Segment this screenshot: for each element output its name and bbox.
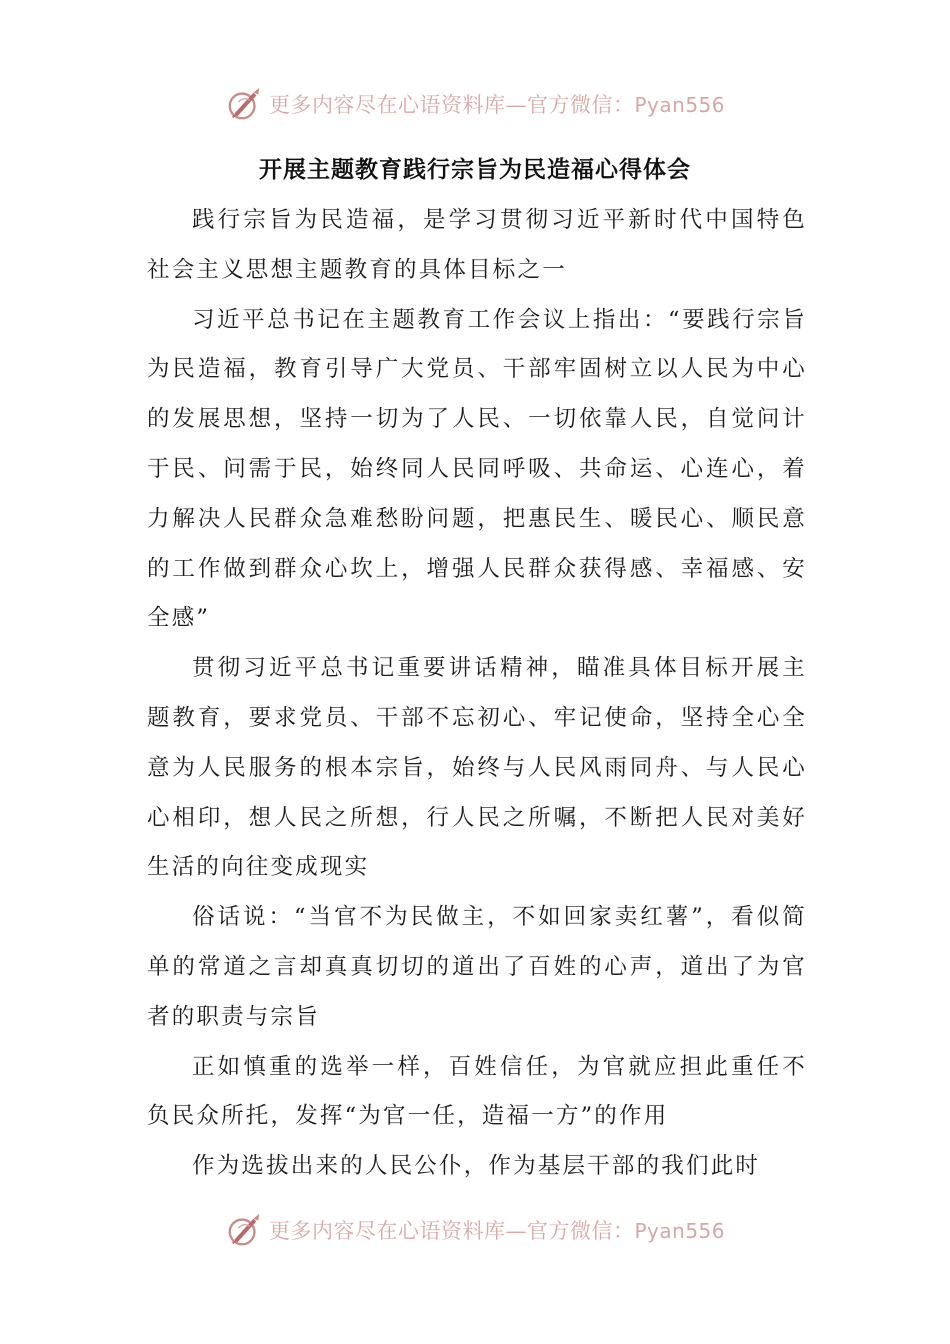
footer-banner [0,1208,950,1252]
header-banner [0,82,950,126]
banner-text: 更多内容尽在心语资料库—官方微信：Pyan556 [268,93,725,117]
banner-text: 更多内容尽在心语资料库—官方微信：Pyan556 [268,1219,725,1243]
pen-quill-logo-icon [225,1211,263,1249]
paragraph-2: 习近平总书记在主题教育工作会议上指出：“要践行宗旨为民造福，教育引导广大党员、干部牢固树立以人民为中心的发展思想，坚持一切为了人民、一切依靠人民，自觉问计于民、问需于民，始终同人民同呼吸、共命运、心连心，着力解决人民群众急难愁盼问题，把惠民生、暖民心、顺民意的工作做到群众心坎上，增强人民群众获得感、幸福感、安全感” [147,306,807,632]
paragraph-6: 作为选拔出来的人民公仆，作为基层干部的我们此时 [192,1153,761,1180]
document-body [147,196,807,1192]
paragraph-1: 践行宗旨为民造福，是学习贯彻习近平新时代中国特色社会主义思想主题教育的具体目标之一 [147,207,807,283]
banner-wechat-handle: Pyan556 [634,93,725,117]
document-title: 开展主题教育践行宗旨为民造福心得体会 [259,157,691,183]
pen-quill-logo-icon [225,85,263,123]
paragraph-3: 贯彻习近平总书记重要讲话精神，瞄准具体目标开展主题教育，要求党员、干部不忘初心、牢记使命，坚持全心全意为人民服务的根本宗旨，始终与人民风雨同舟、与人民心心相印，想人民之所想，行人民之所嘱，不断把人民对美好生活的向往变成现实 [147,655,807,881]
paragraph-5: 正如慎重的选举一样，百姓信任，为官就应担此重任不负民众所托，发挥“为官一任，造福一方”的作用 [147,1053,807,1130]
paragraph-4: 俗话说：“当官不为民做主，不如回家卖红薯”，看似简单的常道之言却真真切切的道出了百姓的心声，道出了为官者的职责与宗旨 [147,904,807,1030]
banner-wechat-handle: Pyan556 [634,1219,725,1243]
